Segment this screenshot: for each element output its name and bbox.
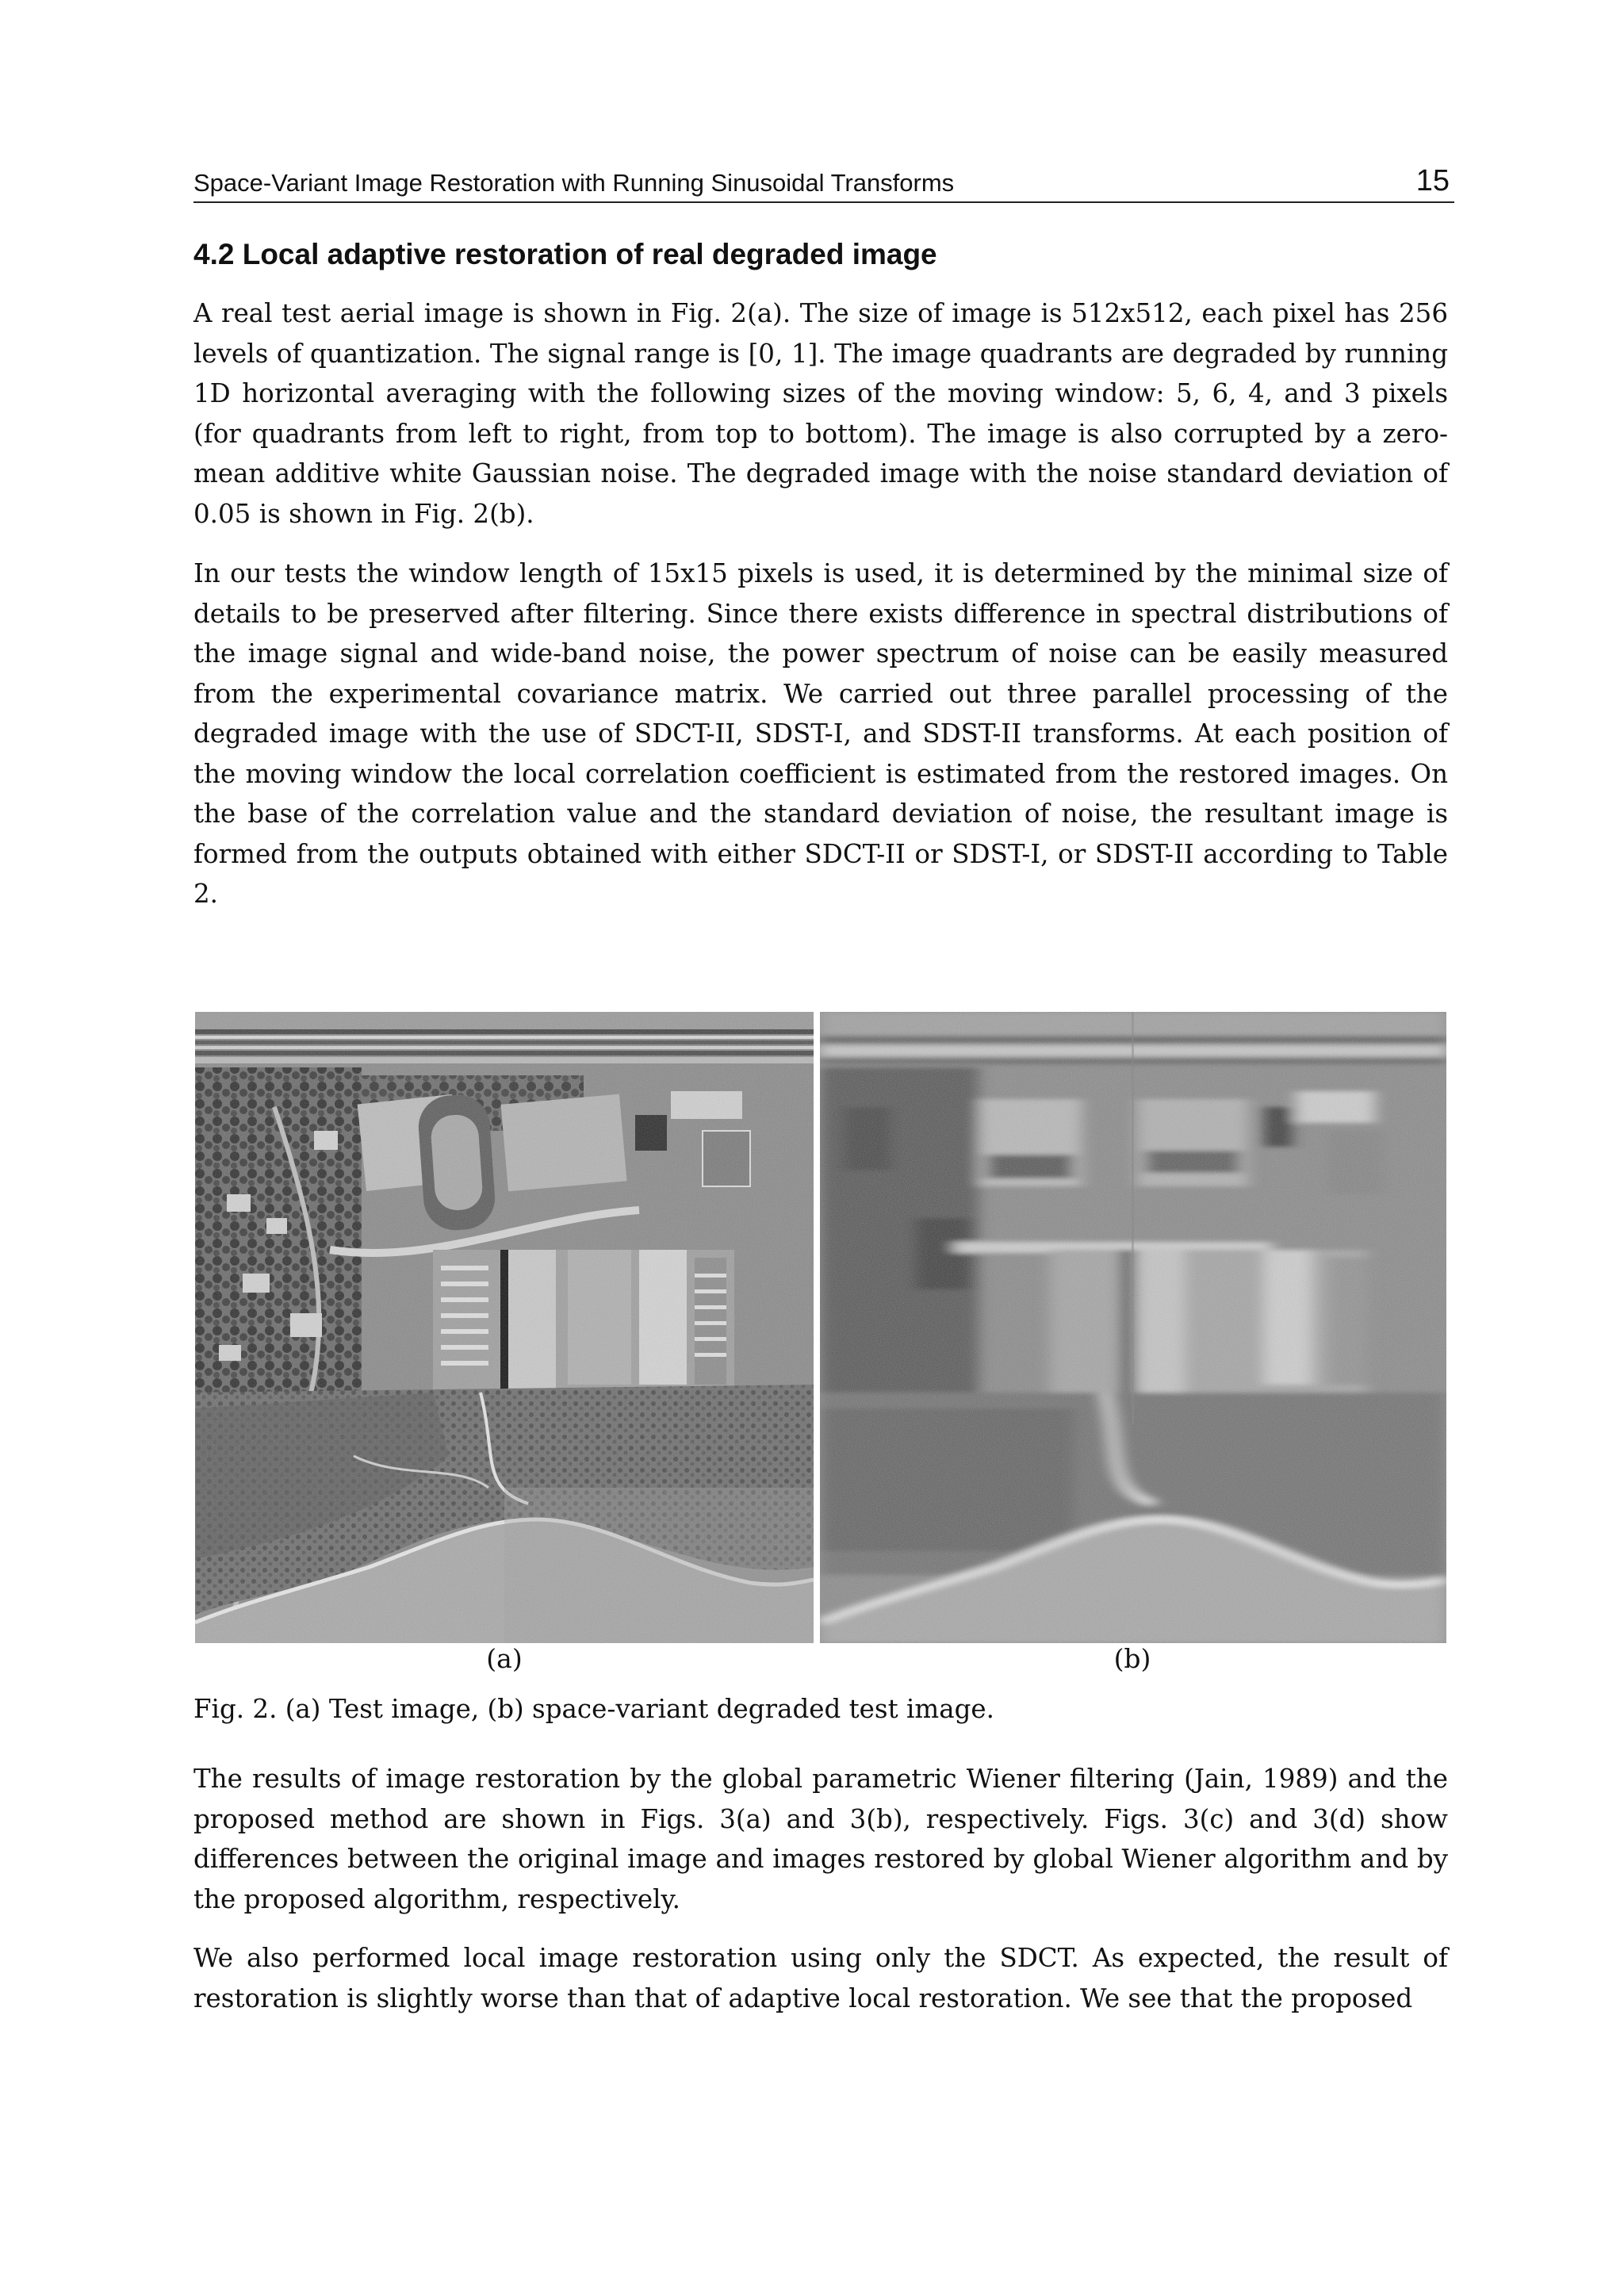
paragraph-sdct-comparison: We also performed local image restoration using only the SDCT. As expected, the result of restoration is slightly worse than that of adaptive local restoration. We see that the proposed [193, 1943, 1448, 2013]
paragraph-test-image: A real test aerial image is shown in Fig. 2(a). The size of image is 512x512, each pixel has 256 levels of quantization. The signal range is [0, 1]. The image quadrants are degraded by running 1D horizontal averaging with the following sizes of the moving window: 5, 6, 4, and 3 pixels (for quadrants from left to right, from top to bottom). The image is also corrupted by a zero-mean additive white Gaussian noise. The degraded image with the noise standard deviation of 0.05 is shown in Fig. 2(b). [193, 298, 1448, 529]
running-title: Space-Variant Image Restoration with Running Sinusoidal Transforms [193, 169, 955, 197]
degraded-test-image [820, 1012, 1446, 1643]
test-image-panel [195, 1012, 814, 1643]
figure-label-a: (a) [486, 1643, 523, 1674]
paragraph-window-method: In our tests the window length of 15x15 pixels is used, it is determined by the minimal size of details to be preserved after filtering. Since there exists difference in spectral distributions of the image signal and wide-band noise, the power spectrum of noise can be easily measured from the experimental covariance matrix. We carried out three parallel processing of the degraded image with the use of SDCT-II, SDST-I, and SDST-II transforms. At each position of the moving window the local correlation coefficient is estimated from the restored images. On the base of the correlation value and the standard deviation of noise, the resultant image is formed from the outputs obtained with either SDCT-II or SDST-I, or SDST-II according to Table 2. [193, 558, 1448, 909]
figure-2 [195, 1012, 1448, 1645]
figure-label-b: (b) [1113, 1643, 1151, 1674]
running-header [193, 163, 1454, 203]
degraded-image-panel [820, 1012, 1446, 1643]
page-number: 15 [1415, 164, 1450, 197]
section-heading: 4.2 Local adaptive restoration of real degraded image [193, 238, 937, 270]
aerial-test-image [195, 1012, 814, 1643]
paragraph-results: The results of image restoration by the global parametric Wiener filtering (Jain, 1989) and the proposed method are shown in Figs. 3(a) and 3(b), respectively. Figs. 3(c) and 3(d) show differences between the original image and images restored by global Wiener algorithm and by the proposed algorithm, respectively. [193, 1764, 1448, 1914]
figure-caption: Fig. 2. (a) Test image, (b) space-variant degraded test image. [193, 1694, 994, 1724]
